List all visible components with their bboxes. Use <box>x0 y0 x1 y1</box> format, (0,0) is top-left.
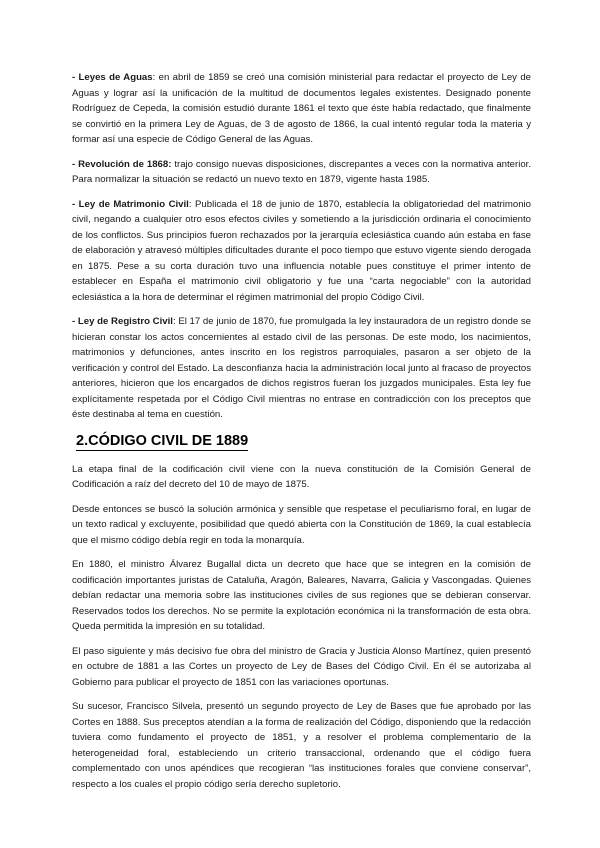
document-page <box>72 70 531 801</box>
paragraph-text: : en abril de 1859 se creó una comisión ministerial para redactar el proyecto de Ley de Aguas y lograr así la unificación de la multitud de documentos legales existentes. Designado ponente Rodríguez de Cepeda, la comisión estudió durante 1861 el texto que éste había redactado, que finalmente se convirtió en la primera Ley de Aguas, de 3 de agosto de 1866, la cual intentó regular toda la materia y formar así una especie de Código General de las Aguas. <box>72 72 531 145</box>
paragraph-text: trajo consigo nuevas disposiciones, discrepantes a veces con la normativa anterior. Para normalizar la situación se redactó un nuevo texto en 1879, vigente hasta 1985. <box>72 158 531 185</box>
paragraph-ley-registro-civil <box>72 314 531 423</box>
paragraph-lead: - Leyes de Aguas <box>72 72 153 83</box>
paragraph-revolucion-1868 <box>72 157 531 188</box>
paragraph-lead: - Ley de Matrimonio Civil <box>72 198 189 210</box>
paragraph-lead: - Ley de Registro Civil <box>72 316 173 327</box>
paragraph-silvela: Su sucesor, Francisco Silvela, presentó un segundo proyecto de Ley de Bases que fue aprobado por las Cortes en 1888. Sus preceptos atendían a la forma de realización del Código, disponiendo que la redacción tuviera como fundamento el proyecto de 1851, y a resolver el problema complementario de la heterogeneidad foral, estableciendo un criterio transaccional, ordenando que el código fuera complementado con unos apéndices que recogieran “las instituciones forales que conviene conservar”, respecto a los cuales el propio código sería derecho supletorio. <box>72 701 531 790</box>
section-heading <box>76 432 531 450</box>
section-heading-text: 2.CÓDIGO CIVIL DE 1889 <box>76 432 249 449</box>
paragraph-solucion-armonica: Desde entonces se buscó la solución armónica y sensible que respetase el peculiarismo foral, en lugar de un texto radical y excluyente, posibilidad que quedó abierta con la Constitución de 1869, la cual establecía que el mismo código debía regir en toda la monarquía. <box>72 503 531 546</box>
paragraph-leyes-de-aguas <box>72 70 531 148</box>
paragraph-ley-matrimonio-civil <box>72 197 531 306</box>
paragraph-1880-bugallal: En 1880, el ministro Álvarez Bugallal dicta un decreto que hace que se integren en la comisión de codificación importantes juristas de Cataluña, Aragón, Baleares, Navarra, Galicia y Vascongadas. Quienes debían redactar una memoria sobre las instituciones civiles de sus regiones que se debieran conservar. Reservados todos los derechos. No se permite la explotación económica ni la transformación de esta obra. Queda permitida la impresión en su totalidad. <box>72 559 531 632</box>
paragraph-text: : El 17 de junio de 1870, fue promulgada la ley instauradora de un registro donde se hicieran constar los actos concernientes al estado civil de las personas. De este modo, los nacimientos, matrimonios y defunciones, antes inscrito en los registros parroquiales, pasaron a ser objeto de la verificación y control del Estado. La desconfianza hacia la administración local junto al fracaso de proyectos anteriores, hicieron que los encargados de dichos registros fueran los juzgados municipales. Esta ley fue explícitamente respetada por el Código Civil mientras no entrase en contradicción con los preceptos que éste destinaba al tema en cuestión. <box>72 316 531 420</box>
paragraph-etapa-final: La etapa final de la codificación civil viene con la nueva constitución de la Comisión General de Codificación a raíz del decreto del 10 de mayo de 1875. <box>72 463 531 490</box>
paragraph-lead: - Revolución de 1868: <box>72 158 172 170</box>
paragraph-alonso-martinez: El paso siguiente y más decisivo fue obra del ministro de Gracia y Justicia Alonso Martínez, quien presentó en octubre de 1881 a las Cortes un proyecto de Ley de Bases del Código Civil. En él se autorizaba al Gobierno para publicar el proyecto de 1851 con las variaciones oportunas. <box>72 645 531 688</box>
paragraph-text: : Publicada el 18 de junio de 1870, establecía la obligatoriedad del matrimonio civil, negando a cualquier otro esos efectos civiles y sometiendo a la jurisdicción ordinaria el conocimiento de los conflictos. Sus principios fueron rechazados por la jerarquía eclesiástica cuando aún estaba en fase de elaboración y atravesó múltiples dificultades durante el poco tiempo que estuvo vigente siendo derogada en 1875. Pese a su corta duración tuvo una influencia notable pues constituye el primer intento de establecer en España el matrimonio civil obligatorio y fue una “carta negociable” con la autoridad eclesiástica a la hora de determinar el régimen matrimonial del propio Código Civil. <box>72 198 531 303</box>
